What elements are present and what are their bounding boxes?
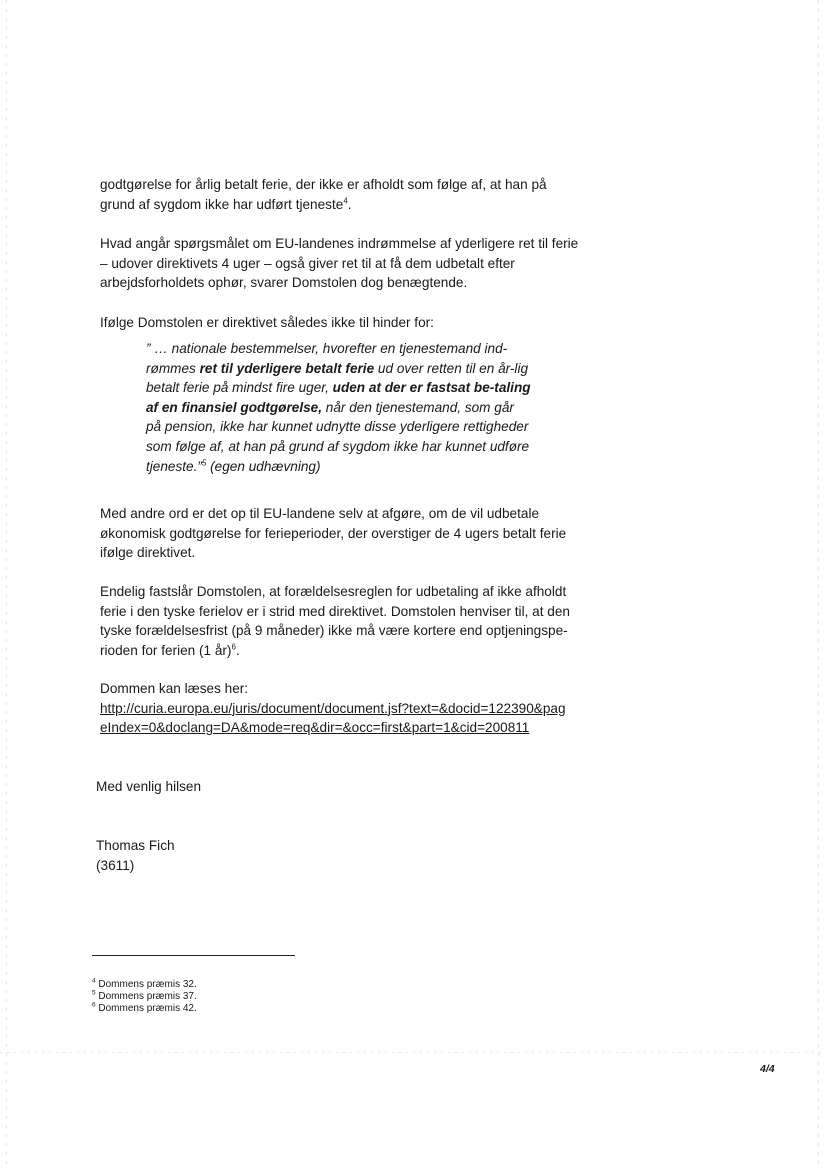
- footnote-4-num: 4: [92, 977, 96, 985]
- paragraph-5-end: .: [235, 642, 240, 658]
- scan-edge-left: [6, 0, 7, 1168]
- footnote-5-num: 5: [92, 989, 96, 997]
- paragraph-2: [100, 234, 585, 293]
- footnote-6: [92, 1003, 197, 1015]
- footnote-separator: [92, 955, 295, 956]
- paragraph-4: [100, 504, 585, 563]
- footnotes: [92, 979, 197, 1015]
- scan-artifact-line: [0, 1052, 825, 1053]
- signature-name: Thomas Fich: [96, 838, 175, 853]
- footnote-ref-4: 4: [343, 196, 348, 206]
- closing: [96, 777, 581, 797]
- footnote-ref-6: 6: [231, 642, 236, 652]
- judgment-link-line-2[interactable]: eIndex=0&doclang=DA&mode=req&dir=&occ=first&part=1&cid=200811: [100, 720, 530, 736]
- paragraph-1: [100, 175, 585, 214]
- quote-text-1: ” … nationale bestemmelser, hvorefter en tjenestemand ind-rømmes: [146, 341, 508, 376]
- judgment-link-line-1[interactable]: http://curia.europa.eu/juris/document/document.jsf?text=&docid=122390&pag: [100, 700, 566, 716]
- footnote-6-text: Dommens præmis 42.: [95, 1003, 197, 1014]
- paragraph-6: [100, 679, 600, 738]
- footnote-5-text: Dommens præmis 37.: [95, 991, 197, 1002]
- paragraph-5: [100, 582, 585, 660]
- paragraph-3: [100, 313, 585, 333]
- footnote-5: [92, 991, 197, 1003]
- paragraph-3-text: Ifølge Domstolen er direktivet således ikke til hinder for:: [100, 315, 434, 330]
- closing-text: Med venlig hilsen: [96, 779, 202, 794]
- paragraph-4-text: Med andre ord er det op til EU-landene selv at afgøre, om de vil udbetale økonomisk godtgørelse for ferieperioder, der overstiger de 4 ugers betalt ferie ifølge direktivet.: [100, 506, 567, 561]
- footnote-4: [92, 979, 197, 991]
- quote-text-2: ud over retten til en år-lig betalt ferie på mindst fire uger,: [146, 360, 529, 396]
- quote-text-3: når den tjenestemand, som går på pension, ikke har kunnet udnytte disse yderligere rettigheder som følge af, at han på grund af sygdom ikke har kunnet udføre tjeneste.”: [146, 399, 530, 474]
- footnote-4-text: Dommens præmis 32.: [95, 979, 197, 990]
- footnote-6-num: 6: [92, 1001, 96, 1009]
- paragraph-1-text: godtgørelse for årlig betalt ferie, der ikke er afholdt som følge af, at han på grund af sygdom ikke har udført tjeneste: [100, 177, 547, 212]
- footnote-ref-5: 5: [201, 458, 207, 468]
- signature-ext: (3611): [96, 857, 135, 873]
- quote-bold-1: ret til yderligere betalt ferie: [199, 360, 375, 376]
- signature: [96, 836, 581, 875]
- quote-text-4: (egen udhævning): [206, 458, 321, 474]
- paragraph-2-text: Hvad angår spørgsmålet om EU-landenes indrømmelse af yderligere ret til ferie – udover direktivets 4 uger – også giver ret til at få dem udbetalt efter arbejdsforholdets ophør, svarer Domstolen dog benægtende.: [100, 236, 579, 291]
- link-label: Dommen kan læses her:: [100, 681, 249, 696]
- page-number: 4/4: [760, 1063, 775, 1075]
- quote-block: [146, 339, 531, 476]
- paragraph-5-text: Endelig fastslår Domstolen, at forældelsesreglen for udbetaling af ikke afholdt ferie i den tyske ferielov er i strid med direktivet. Domstolen henviser til, at den tyske forældelsesfrist (på 9 måneder) ikke må være kortere end optjeningspe-rioden for ferien (1 år): [100, 584, 570, 658]
- quote-bold-2: uden at der er fastsat be-taling af en finansiel godtgørelse,: [146, 380, 531, 415]
- paragraph-1-end: .: [347, 196, 352, 212]
- scan-edge-right: [818, 0, 819, 1168]
